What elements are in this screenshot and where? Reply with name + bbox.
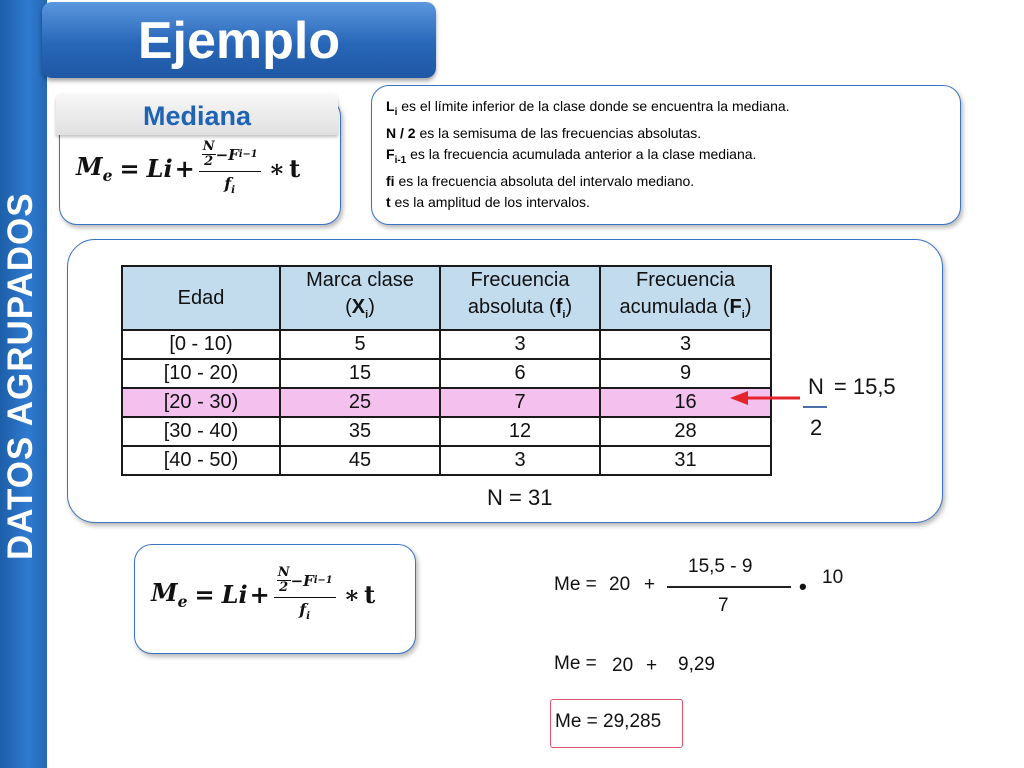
calc-t: 10 (822, 567, 844, 588)
calc-step2-li: 20 (612, 655, 634, 676)
calc-step1-plus: + (644, 574, 656, 595)
cell-edad: [20 - 30) (122, 388, 280, 417)
formula-t: t (364, 579, 376, 609)
definitions-list (386, 96, 790, 212)
formula-fraction: $\frac{N}{2}$ −F i−1 $f_i$ (274, 566, 336, 622)
calc-step2-value: 9,29 (678, 654, 715, 675)
definition-li: $L_i$ es el límite inferior de la clase donde se encuentra la mediana. (386, 98, 790, 118)
median-formula-top (76, 140, 300, 196)
calc-denominator: 7 (718, 595, 729, 616)
cell-fi: 6 (440, 359, 600, 388)
cell-marca: 15 (280, 359, 440, 388)
formula-times: ∗ (343, 579, 361, 609)
formula-equals: = (119, 153, 140, 183)
definition-t: t es la amplitud de los intervalos. (386, 193, 590, 210)
result-text: Me = 29,285 (555, 711, 662, 732)
sidebar-title: DATOS AGRUPADOS (1, 192, 40, 560)
cell-Fi: 9 (600, 359, 771, 388)
frequency-table (121, 265, 772, 476)
header-marca-clase: Marca clase $(X_i)$ (280, 266, 440, 330)
arrow-left-icon (728, 388, 802, 408)
header-edad: Edad (122, 266, 280, 330)
n-over-2: $\frac{N}{2}$ (277, 565, 290, 595)
definition-fi: fi es la frecuencia absoluta del intervalo mediano. (386, 173, 695, 190)
formula-equals: = (194, 579, 215, 609)
table-row (122, 359, 771, 388)
formula-plus: + (249, 579, 270, 609)
cell-marca: 25 (280, 388, 440, 417)
cell-Fi: 31 (600, 446, 771, 475)
annotation-n: N (803, 374, 827, 408)
definition-fi-1: $F_{i-1}$ es la frecuencia acumulada anterior a la clase mediana. (386, 145, 757, 166)
formula-li: Li (146, 153, 173, 183)
annotation-denominator: 2 (810, 415, 823, 440)
formula-plus: + (174, 153, 195, 183)
cell-edad: [10 - 20) (122, 359, 280, 388)
table-row (122, 446, 771, 475)
cell-marca: 35 (280, 417, 440, 446)
cell-fi: 7 (440, 388, 600, 417)
cell-Fi: 28 (600, 417, 771, 446)
cell-fi: 3 (440, 330, 600, 359)
table-row-highlighted (122, 388, 771, 417)
formula-times: ∗ (268, 153, 286, 183)
cell-edad: [0 - 10) (122, 330, 280, 359)
sidebar (0, 0, 47, 768)
formula-t: t (289, 153, 301, 183)
cell-edad: [40 - 50) (122, 446, 280, 475)
cell-Fi: 3 (600, 330, 771, 359)
formula-lhs: $M_e$ (76, 151, 113, 185)
calc-step2-plus: + (646, 655, 658, 676)
table-header-row (122, 266, 771, 330)
calc-fraction-bar (667, 586, 791, 588)
calc-step1-li: 20 (609, 574, 631, 595)
cell-fi: 3 (440, 446, 600, 475)
calc-dot: • (799, 574, 807, 599)
title-banner (42, 2, 436, 78)
calc-step2-label: Me = (554, 653, 597, 674)
header-frecuencia-acumulada: Frecuencia acumulada $(F_i)$ (600, 266, 771, 330)
header-frecuencia-absoluta: Frecuencia absoluta $(f_i)$ (440, 266, 600, 330)
formula-lhs: $M_e$ (151, 577, 188, 611)
n-total: N = 31 (487, 485, 553, 510)
definition-n2: N / 2 es la semisuma de las frecuencias absolutas. (386, 125, 702, 142)
cell-Fi: 16 (600, 388, 771, 417)
n-over-2: $\frac{N}{2}$ (202, 139, 215, 169)
n-over-2-annotation (803, 374, 896, 441)
page-title: Ejemplo (137, 12, 341, 70)
annotation-value: = 15,5 (833, 374, 896, 399)
cell-edad: [30 - 40) (122, 417, 280, 446)
formula-li: Li (221, 579, 248, 609)
calc-step1-label: Me = (554, 574, 597, 595)
table-row (122, 417, 771, 446)
calc-numerator: 15,5 - 9 (688, 556, 753, 577)
formula-fraction: $\frac{N}{2}$ −F i−1 $f_i$ (199, 140, 261, 196)
cell-marca: 45 (280, 446, 440, 475)
mediana-label: Mediana (56, 93, 338, 135)
median-formula-bottom (151, 566, 375, 622)
table-row (122, 330, 771, 359)
cell-marca: 5 (280, 330, 440, 359)
cell-fi: 12 (440, 417, 600, 446)
